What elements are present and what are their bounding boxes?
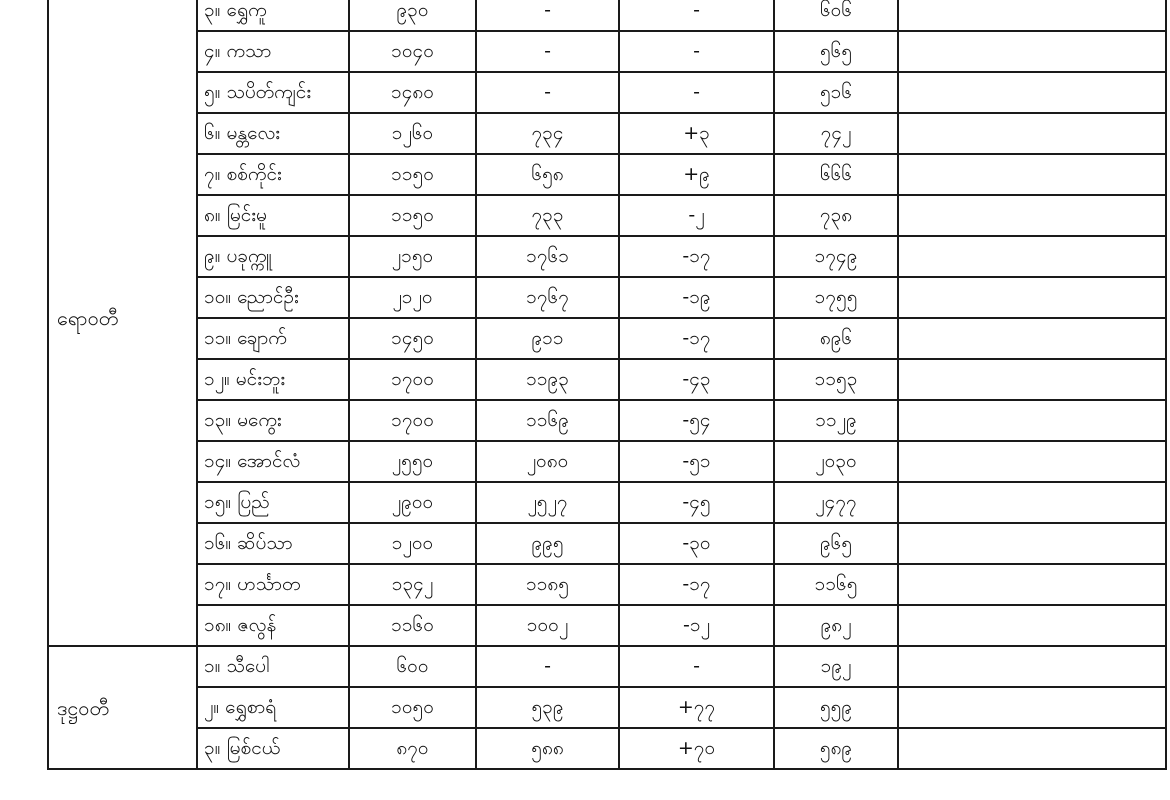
station-name-cell: ၁၀။ ညောင်ဦး: [197, 277, 349, 318]
change-cell: -၁၉: [619, 277, 774, 318]
station-name-cell: ၂။ ရွှေစာရံ: [197, 687, 349, 728]
remark-cell: [898, 441, 1166, 482]
remark-cell: [898, 113, 1166, 154]
value-cell-4: ၁၇၅၅: [774, 277, 898, 318]
remark-cell: [898, 400, 1166, 441]
change-cell: -: [619, 31, 774, 72]
remark-cell: [898, 605, 1166, 646]
value-cell-1: ၉၃၀: [349, 0, 476, 31]
value-cell-1: ၁၇၀၀: [349, 359, 476, 400]
value-cell-4: ၅၁၆: [774, 72, 898, 113]
value-cell-4: ၁၁၅၃: [774, 359, 898, 400]
table-row: [48, 605, 1166, 646]
table-row: [48, 154, 1166, 195]
value-cell-4: ၁၁၂၉: [774, 400, 898, 441]
station-name-cell: ၈။ မြင်းမူ: [197, 195, 349, 236]
change-cell: -: [619, 646, 774, 687]
value-cell-1: ၁၀၄၀: [349, 31, 476, 72]
value-cell-1: ၂၁၅၀: [349, 236, 476, 277]
value-cell-1: ၂၅၅၀: [349, 441, 476, 482]
table-row: [48, 441, 1166, 482]
change-cell: -၁၇: [619, 564, 774, 605]
change-cell: +၃: [619, 113, 774, 154]
value-cell-1: ၆၀၀: [349, 646, 476, 687]
change-cell: -၅၄: [619, 400, 774, 441]
remark-cell: [898, 728, 1166, 769]
table-row: [48, 482, 1166, 523]
value-cell-1: ၁၃၄၂: [349, 564, 476, 605]
value-cell-4: ၅၆၅: [774, 31, 898, 72]
value-cell-1: ၂၉၀၀: [349, 482, 476, 523]
table-row: [48, 687, 1166, 728]
station-name-cell: ၁၄။ အောင်လံ: [197, 441, 349, 482]
table-row: [48, 236, 1166, 277]
station-name-cell: ၅။ သပိတ်ကျင်း: [197, 72, 349, 113]
change-cell: -၄၃: [619, 359, 774, 400]
value-cell-4: ၂၀၃၀: [774, 441, 898, 482]
station-name-cell: ၁။ သီပေါ: [197, 646, 349, 687]
value-cell-1: ၁၂၀၀: [349, 523, 476, 564]
value-cell-2: -: [476, 31, 619, 72]
remark-cell: [898, 154, 1166, 195]
table-row: [48, 728, 1166, 769]
value-cell-4: ၈၉၆: [774, 318, 898, 359]
change-cell: -၃၀: [619, 523, 774, 564]
remark-cell: [898, 0, 1166, 31]
value-cell-2: ၇၃၃: [476, 195, 619, 236]
value-cell-2: ၉၁၁: [476, 318, 619, 359]
value-cell-2: -: [476, 72, 619, 113]
change-cell: -၅၁: [619, 441, 774, 482]
change-cell: -၄၅: [619, 482, 774, 523]
value-cell-2: ၁၇၆၇: [476, 277, 619, 318]
remark-cell: [898, 318, 1166, 359]
change-cell: +၇၀: [619, 728, 774, 769]
change-cell: -၁၇: [619, 236, 774, 277]
table-row: [48, 0, 1166, 31]
value-cell-2: ၁၇၆၁: [476, 236, 619, 277]
change-cell: -: [619, 72, 774, 113]
remark-cell: [898, 523, 1166, 564]
station-name-cell: ၁၆။ ဆိပ်သာ: [197, 523, 349, 564]
change-cell: -၂: [619, 195, 774, 236]
value-cell-2: -: [476, 0, 619, 31]
change-cell: +၉: [619, 154, 774, 195]
river-gauge-table: [47, 0, 1167, 770]
remark-cell: [898, 236, 1166, 277]
table-row: [48, 359, 1166, 400]
change-cell: -၁၂: [619, 605, 774, 646]
station-name-cell: ၁၃။ မကွေး: [197, 400, 349, 441]
value-cell-4: ၉၈၂: [774, 605, 898, 646]
value-cell-2: ၂၅၂၇: [476, 482, 619, 523]
value-cell-2: ၁၀၀၂: [476, 605, 619, 646]
value-cell-2: ၅၃၉: [476, 687, 619, 728]
value-cell-1: ၁၁၅၀: [349, 195, 476, 236]
station-name-cell: ၁၅။ ပြည်: [197, 482, 349, 523]
remark-cell: [898, 687, 1166, 728]
station-name-cell: ၄။ ကသာ: [197, 31, 349, 72]
value-cell-4: ၇၃၈: [774, 195, 898, 236]
value-cell-1: ၁၀၅၀: [349, 687, 476, 728]
value-cell-4: ၁၇၄၉: [774, 236, 898, 277]
station-name-cell: ၁၁။ ချောက်: [197, 318, 349, 359]
station-name-cell: ၃။ ရွှေကူ: [197, 0, 349, 31]
table-row: [48, 31, 1166, 72]
station-name-cell: ၇။ စစ်ကိုင်း: [197, 154, 349, 195]
value-cell-1: ၁၂၆၀: [349, 113, 476, 154]
station-name-cell: ၁၇။ ဟင်္သာတ: [197, 564, 349, 605]
station-name-cell: ၆။ မန္တလေး: [197, 113, 349, 154]
table-row: [48, 646, 1166, 687]
value-cell-4: ၆၀၆: [774, 0, 898, 31]
value-cell-4: ၂၄၇၇: [774, 482, 898, 523]
remark-cell: [898, 31, 1166, 72]
value-cell-2: ၁၁၆၉: [476, 400, 619, 441]
value-cell-1: ၁၁၆၀: [349, 605, 476, 646]
remark-cell: [898, 359, 1166, 400]
remark-cell: [898, 195, 1166, 236]
station-name-cell: ၉။ ပခုက္ကူ: [197, 236, 349, 277]
region-cell: ရောဝတီ: [48, 0, 197, 646]
table-row: [48, 72, 1166, 113]
value-cell-2: ၇၃၄: [476, 113, 619, 154]
station-name-cell: ၁၂။ မင်းဘူး: [197, 359, 349, 400]
remark-cell: [898, 482, 1166, 523]
value-cell-4: ၉၆၅: [774, 523, 898, 564]
value-cell-2: ၂၀၈၀: [476, 441, 619, 482]
value-cell-4: ၅၈၉: [774, 728, 898, 769]
value-cell-4: ၁၁၆၅: [774, 564, 898, 605]
value-cell-1: ၁၄၈၀: [349, 72, 476, 113]
remark-cell: [898, 646, 1166, 687]
value-cell-1: ၁၁၅၀: [349, 154, 476, 195]
table-body: [48, 0, 1166, 769]
table-row: [48, 318, 1166, 359]
change-cell: -၁၇: [619, 318, 774, 359]
table-row: [48, 523, 1166, 564]
change-cell: -: [619, 0, 774, 31]
value-cell-2: ၆၅၈: [476, 154, 619, 195]
table-row: [48, 113, 1166, 154]
value-cell-2: ၁၁၈၅: [476, 564, 619, 605]
table-row: [48, 400, 1166, 441]
value-cell-4: ၇၄၂: [774, 113, 898, 154]
value-cell-2: -: [476, 646, 619, 687]
value-cell-4: ၁၉၂: [774, 646, 898, 687]
value-cell-2: ၅၈၈: [476, 728, 619, 769]
table-row: [48, 277, 1166, 318]
change-cell: +၇၇: [619, 687, 774, 728]
value-cell-4: ၅၅၉: [774, 687, 898, 728]
station-name-cell: ၃။ မြစ်ငယ်: [197, 728, 349, 769]
table-row: [48, 195, 1166, 236]
value-cell-1: ၁၇၀၀: [349, 400, 476, 441]
region-cell: ဒုဋ္ဌဝတီ: [48, 646, 197, 769]
remark-cell: [898, 277, 1166, 318]
station-name-cell: ၁၈။ ဇလွန်: [197, 605, 349, 646]
value-cell-1: ၁၄၅၀: [349, 318, 476, 359]
value-cell-1: ၈၇၀: [349, 728, 476, 769]
table-row: [48, 564, 1166, 605]
value-cell-1: ၂၁၂၀: [349, 277, 476, 318]
remark-cell: [898, 564, 1166, 605]
value-cell-2: ၁၁၉၃: [476, 359, 619, 400]
remark-cell: [898, 72, 1166, 113]
value-cell-4: ၆၆၆: [774, 154, 898, 195]
value-cell-2: ၉၉၅: [476, 523, 619, 564]
